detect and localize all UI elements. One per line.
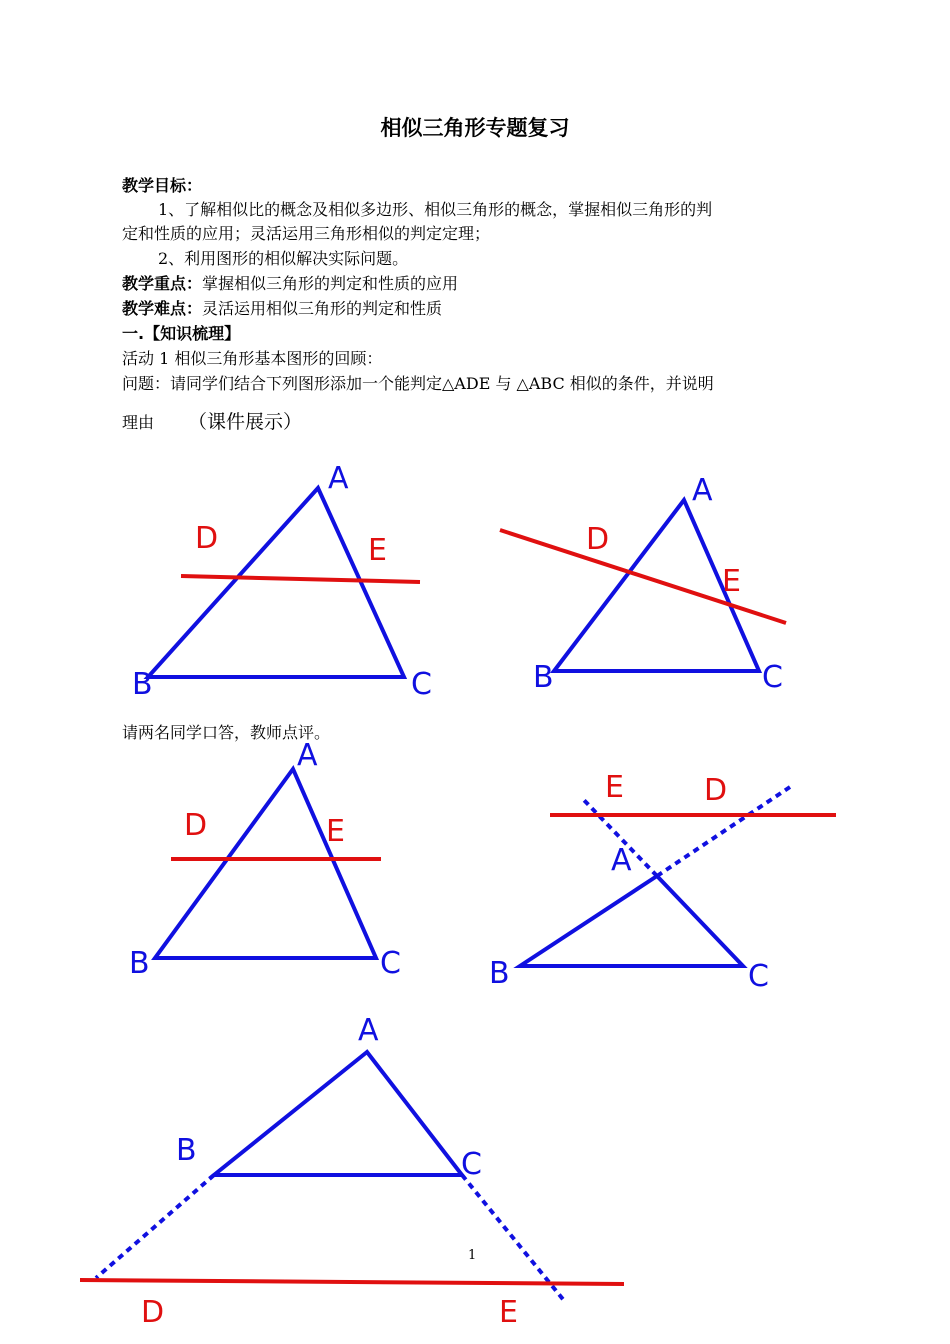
- fig5-label-e: E: [499, 1295, 518, 1330]
- objective-1a: 1、了解相似比的概念及相似多边形、相似三角形的概念，掌握相似三角形的判: [158, 200, 713, 219]
- fig4-label-b: B: [489, 956, 510, 991]
- difficulty-text: 灵活运用相似三角形的判定和性质: [202, 299, 443, 318]
- figure-4: [489, 770, 836, 994]
- fig2-label-e: E: [722, 564, 741, 599]
- page-title: 相似三角形专题复习: [380, 116, 570, 140]
- fig3-label-b: B: [129, 946, 150, 981]
- fig4-triangle: [520, 876, 743, 966]
- difficulty-label: 教学难点：: [122, 299, 203, 318]
- fig3-label-c: C: [380, 946, 401, 981]
- fig2-label-d: D: [586, 522, 610, 557]
- key-points-text: 掌握相似三角形的判定和性质的应用: [202, 274, 459, 293]
- figure-1: [132, 461, 432, 702]
- fig3-label-e: E: [326, 814, 345, 849]
- fig2-label-a: A: [692, 473, 713, 508]
- fig2-label-c: C: [762, 660, 783, 695]
- figure-3: [129, 738, 401, 981]
- activity-line: 活动 1 相似三角形基本图形的回顾：: [122, 349, 383, 368]
- objective-2: 2、利用图形的相似解决实际问题。: [158, 249, 409, 268]
- fig3-label-a: A: [297, 738, 318, 773]
- fig1-label-a: A: [328, 461, 349, 496]
- fig5-label-d: D: [141, 1295, 165, 1330]
- fig2-line-de: [500, 530, 786, 623]
- page-number: 1: [468, 1248, 477, 1263]
- fig4-label-c: C: [748, 959, 769, 994]
- fig4-label-a: A: [611, 843, 632, 878]
- fig5-label-c: C: [461, 1147, 482, 1182]
- fig1-label-d: D: [195, 521, 219, 556]
- fig5-line-de: [80, 1280, 624, 1284]
- figure-5: [80, 1013, 624, 1330]
- fig5-label-b: B: [176, 1133, 197, 1168]
- fig3-label-d: D: [184, 808, 208, 843]
- question-line-a: 问题：请同学们结合下列图形添加一个能判定△ADE 与 △ABC 相似的条件，并说明: [122, 374, 714, 393]
- fig1-line-de: [181, 576, 420, 582]
- fig3-triangle: [155, 769, 376, 958]
- fig4-label-d: D: [704, 773, 728, 808]
- question-reason: 理由: [122, 413, 155, 432]
- fig5-extension-ab: [96, 1175, 214, 1278]
- fig1-label-b: B: [132, 667, 153, 702]
- objective-1b: 定和性质的应用；灵活运用三角形相似的判定定理；: [122, 224, 491, 243]
- objectives-label: 教学目标：: [122, 176, 203, 195]
- fig1-label-e: E: [368, 533, 387, 568]
- fig4-label-e: E: [605, 770, 624, 805]
- fig5-triangle: [214, 1052, 462, 1175]
- figure-2: [500, 473, 786, 695]
- courseware-note: （课件展示）: [188, 411, 303, 433]
- fig2-label-b: B: [533, 660, 554, 695]
- section-heading: 一.【知识梳理】: [122, 324, 241, 343]
- fig5-label-a: A: [358, 1013, 379, 1048]
- answer-note: 请两名同学口答，教师点评。: [122, 723, 331, 742]
- fig1-label-c: C: [411, 667, 432, 702]
- key-points-label: 教学重点：: [122, 274, 203, 293]
